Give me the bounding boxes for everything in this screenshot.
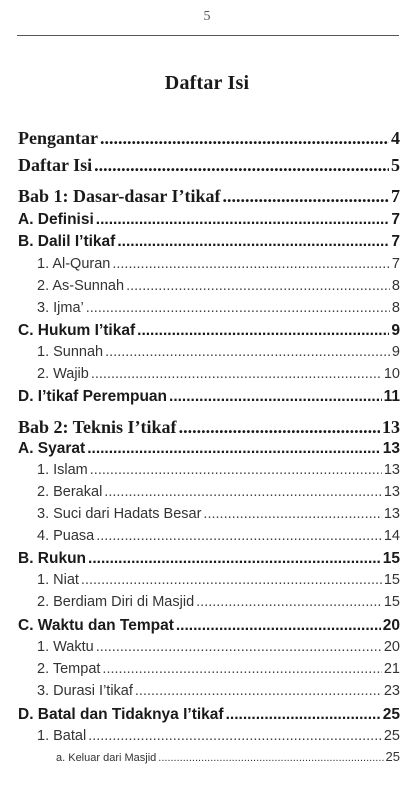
toc-entry-label: C. Hukum I’tikaf <box>18 322 136 339</box>
dot-leader <box>87 440 381 458</box>
toc-entry[interactable] <box>37 256 400 272</box>
toc-entry[interactable] <box>37 366 400 382</box>
toc-entry[interactable] <box>37 572 400 588</box>
toc-entry-page: 14 <box>383 528 400 544</box>
toc-entry-page: 20 <box>382 617 400 634</box>
toc-entry-page: 9 <box>391 322 400 339</box>
dot-leader <box>105 344 390 360</box>
toc-entry[interactable] <box>18 417 400 438</box>
toc-entry[interactable] <box>18 155 400 176</box>
toc-entry[interactable] <box>37 344 400 360</box>
toc-entry[interactable] <box>56 749 400 764</box>
toc-entry-page: 4 <box>391 128 400 148</box>
toc-entry-label: Bab 1: Dasar-dasar I’tikaf <box>18 186 221 206</box>
toc-entry-page: 13 <box>382 440 400 457</box>
toc-entry[interactable] <box>18 440 400 458</box>
toc-entry-label: 1. Al-Quran <box>37 256 111 272</box>
toc-entry-page: 25 <box>385 749 400 764</box>
toc-entry[interactable] <box>37 594 400 610</box>
toc-entry[interactable] <box>37 683 400 699</box>
dot-leader <box>81 572 382 588</box>
toc-entry-label: A. Syarat <box>18 440 86 457</box>
toc-entry-label: 3. Durasi I’tikaf <box>37 683 133 699</box>
toc-entry-page: 15 <box>383 594 400 610</box>
toc-entry-label: 1. Sunnah <box>37 344 104 360</box>
toc-entry-label: 2. Wajib <box>37 366 89 382</box>
toc-entry[interactable] <box>18 233 400 251</box>
toc-entry-page: 8 <box>391 300 400 316</box>
dot-leader <box>88 550 381 568</box>
toc-entry-page: 11 <box>383 388 400 405</box>
dot-leader <box>226 706 381 724</box>
toc-entry[interactable] <box>18 128 400 149</box>
toc-entry[interactable] <box>37 639 400 655</box>
toc-entry[interactable] <box>18 186 400 207</box>
toc-entry-label: 2. As-Sunnah <box>37 278 125 294</box>
dot-leader <box>88 728 382 744</box>
toc-entry-page: 7 <box>391 211 400 228</box>
toc-entry[interactable] <box>18 706 400 724</box>
toc-entry-page: 15 <box>382 550 400 567</box>
dot-leader <box>94 155 389 176</box>
toc-entry-label: 1. Waktu <box>37 639 94 655</box>
toc-entry[interactable] <box>37 506 400 522</box>
toc-entry-page: 25 <box>383 728 400 744</box>
dot-leader <box>158 752 383 764</box>
dot-leader <box>176 617 381 635</box>
dot-leader <box>169 388 382 406</box>
toc-entry-page: 5 <box>391 155 400 175</box>
toc-entry-page: 7 <box>391 233 400 250</box>
toc-entry[interactable] <box>37 528 400 544</box>
dot-leader <box>196 594 382 610</box>
toc-entry-label: Daftar Isi <box>18 155 93 175</box>
dot-leader <box>117 233 389 251</box>
toc-entry-label: 1. Batal <box>37 728 87 744</box>
toc-entry-label: 3. Ijma’ <box>37 300 84 316</box>
dot-leader <box>137 322 389 340</box>
toc-entry-label: a. Keluar dari Masjid <box>56 752 157 764</box>
dot-leader <box>91 366 382 382</box>
header-rule <box>17 35 399 36</box>
toc-entry[interactable] <box>37 300 400 316</box>
toc-entry-label: 1. Islam <box>37 462 88 478</box>
dot-leader <box>102 661 381 677</box>
dot-leader <box>223 186 389 207</box>
toc-entry-label: D. Batal dan Tidaknya I’tikaf <box>18 706 224 723</box>
toc-entry-page: 25 <box>382 706 400 723</box>
toc-entry-label: Bab 2: Teknis I’tikaf <box>18 417 177 437</box>
dot-leader <box>90 462 382 478</box>
toc-entry[interactable] <box>37 661 400 677</box>
toc-entry-page: 21 <box>383 661 400 677</box>
toc-entry-page: 13 <box>382 417 400 437</box>
dot-leader <box>96 211 390 229</box>
dot-leader <box>179 417 380 438</box>
toc-entry[interactable] <box>18 211 400 229</box>
dot-leader <box>96 639 382 655</box>
toc-entry-page: 7 <box>391 186 400 206</box>
toc-entry-page: 13 <box>383 462 400 478</box>
toc-entry-label: B. Dalil I’tikaf <box>18 233 116 250</box>
dot-leader <box>112 256 390 272</box>
toc-entry-page: 7 <box>391 256 400 272</box>
toc-entry-label: 4. Puasa <box>37 528 95 544</box>
dot-leader <box>126 278 390 294</box>
toc-entry[interactable] <box>37 484 400 500</box>
toc-entry[interactable] <box>37 728 400 744</box>
toc-entry[interactable] <box>18 617 400 635</box>
dot-leader <box>86 300 390 316</box>
toc-entry-label: 2. Berdiam Diri di Masjid <box>37 594 195 610</box>
dot-leader <box>96 528 382 544</box>
page-title: Daftar Isi <box>164 72 250 94</box>
toc-entry-page: 23 <box>383 683 400 699</box>
toc-entry-label: Pengantar <box>18 128 98 148</box>
toc-entry-label: 2. Berakal <box>37 484 103 500</box>
toc-entry-page: 8 <box>391 278 400 294</box>
toc-entry-label: A. Definisi <box>18 211 94 228</box>
toc-entry[interactable] <box>37 278 400 294</box>
toc-entry-label: 2. Tempat <box>37 661 101 677</box>
toc-entry-page: 20 <box>383 639 400 655</box>
toc-entry[interactable] <box>18 550 400 568</box>
toc-entry[interactable] <box>18 322 400 340</box>
toc-entry-label: C. Waktu dan Tempat <box>18 617 174 634</box>
toc-entry-page: 9 <box>391 344 400 360</box>
toc-entry-label: 1. Niat <box>37 572 79 588</box>
toc-entry-page: 10 <box>383 366 400 382</box>
toc-entry-label: D. I’tikaf Perempuan <box>18 388 168 405</box>
dot-leader <box>100 128 389 149</box>
page-number: 5 <box>203 9 211 24</box>
toc-entry[interactable] <box>37 462 400 478</box>
toc-entry-page: 13 <box>383 506 400 522</box>
dot-leader <box>203 506 381 522</box>
toc-entry[interactable] <box>18 388 400 406</box>
dot-leader <box>135 683 382 699</box>
toc-entry-label: B. Rukun <box>18 550 87 567</box>
toc-entry-page: 13 <box>383 484 400 500</box>
toc-entry-page: 15 <box>383 572 400 588</box>
toc-entry-label: 3. Suci dari Hadats Besar <box>37 506 202 522</box>
dot-leader <box>104 484 382 500</box>
